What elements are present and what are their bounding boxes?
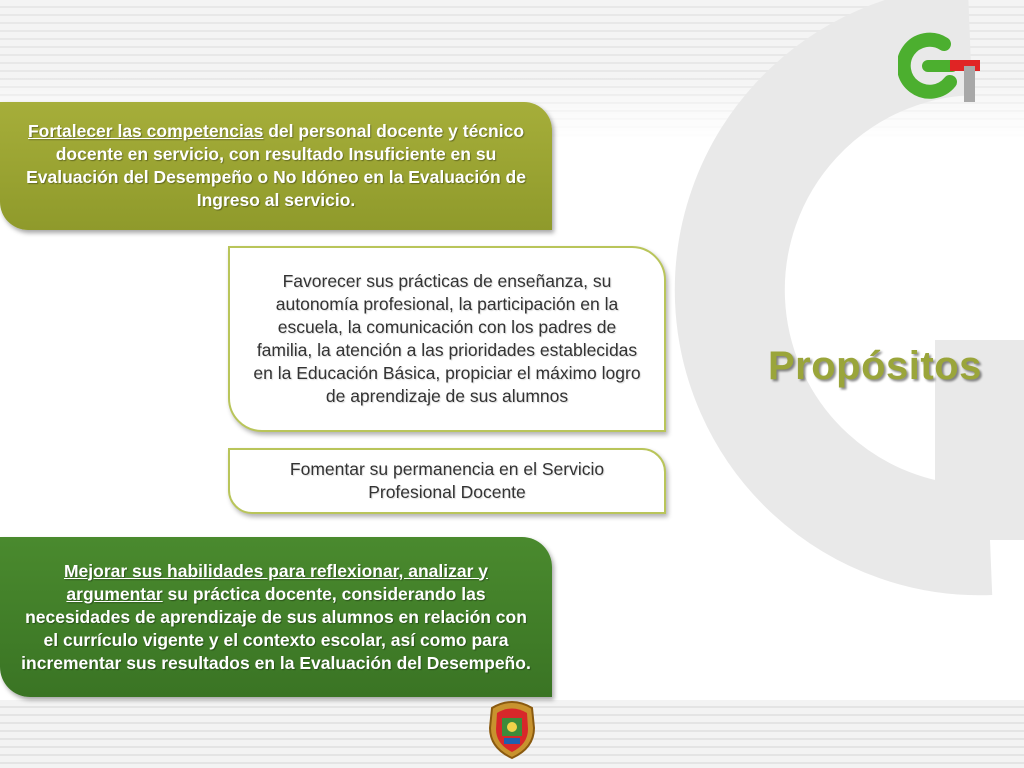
purpose-lead-strengthen: Fortalecer las competencias (27, 121, 264, 141)
purpose-rest-strengthen: del personal docente y técnico docente en servicio, con resultado Insuficiente en su Evaluación del Desempeño o No Idóneo en la Evaluación de Ingreso al servicio. (26, 121, 526, 210)
purpose-text-improve (16, 560, 536, 675)
purpose-rest-improve: su práctica docente, considerando las necesidades de aprendizaje de sus alumnos en relación con el currículo vigente y el contexto escolar, así como para incrementar sus resultados en la Evaluación del Desempeño. (21, 583, 531, 673)
purpose-box-improve (0, 537, 552, 697)
purpose-box-strengthen (0, 102, 552, 230)
purpose-text-permanence: Fomentar su permanencia en el Servicio Profesional Docente (289, 459, 605, 502)
purpose-box-favor (228, 246, 666, 432)
purpose-box-permanence (228, 448, 666, 514)
page-title: Propósitos (768, 344, 982, 388)
purpose-lead-improve: Mejorar sus habilidades para reflexionar, analizar y argumentar (63, 560, 489, 604)
purpose-text-favor: Favorecer sus prácticas de enseñanza, su autonomía profesional, la participación en la escuela, la comunicación con los padres de familia, la atención a las prioridades establecidas en la Educación Básica, propiciar el máximo logro de aprendizaje de sus alumnos (253, 271, 641, 406)
purpose-text-strengthen (16, 120, 536, 212)
gem-logo-icon (898, 30, 994, 110)
estado-de-mexico-emblem-icon (484, 698, 540, 760)
